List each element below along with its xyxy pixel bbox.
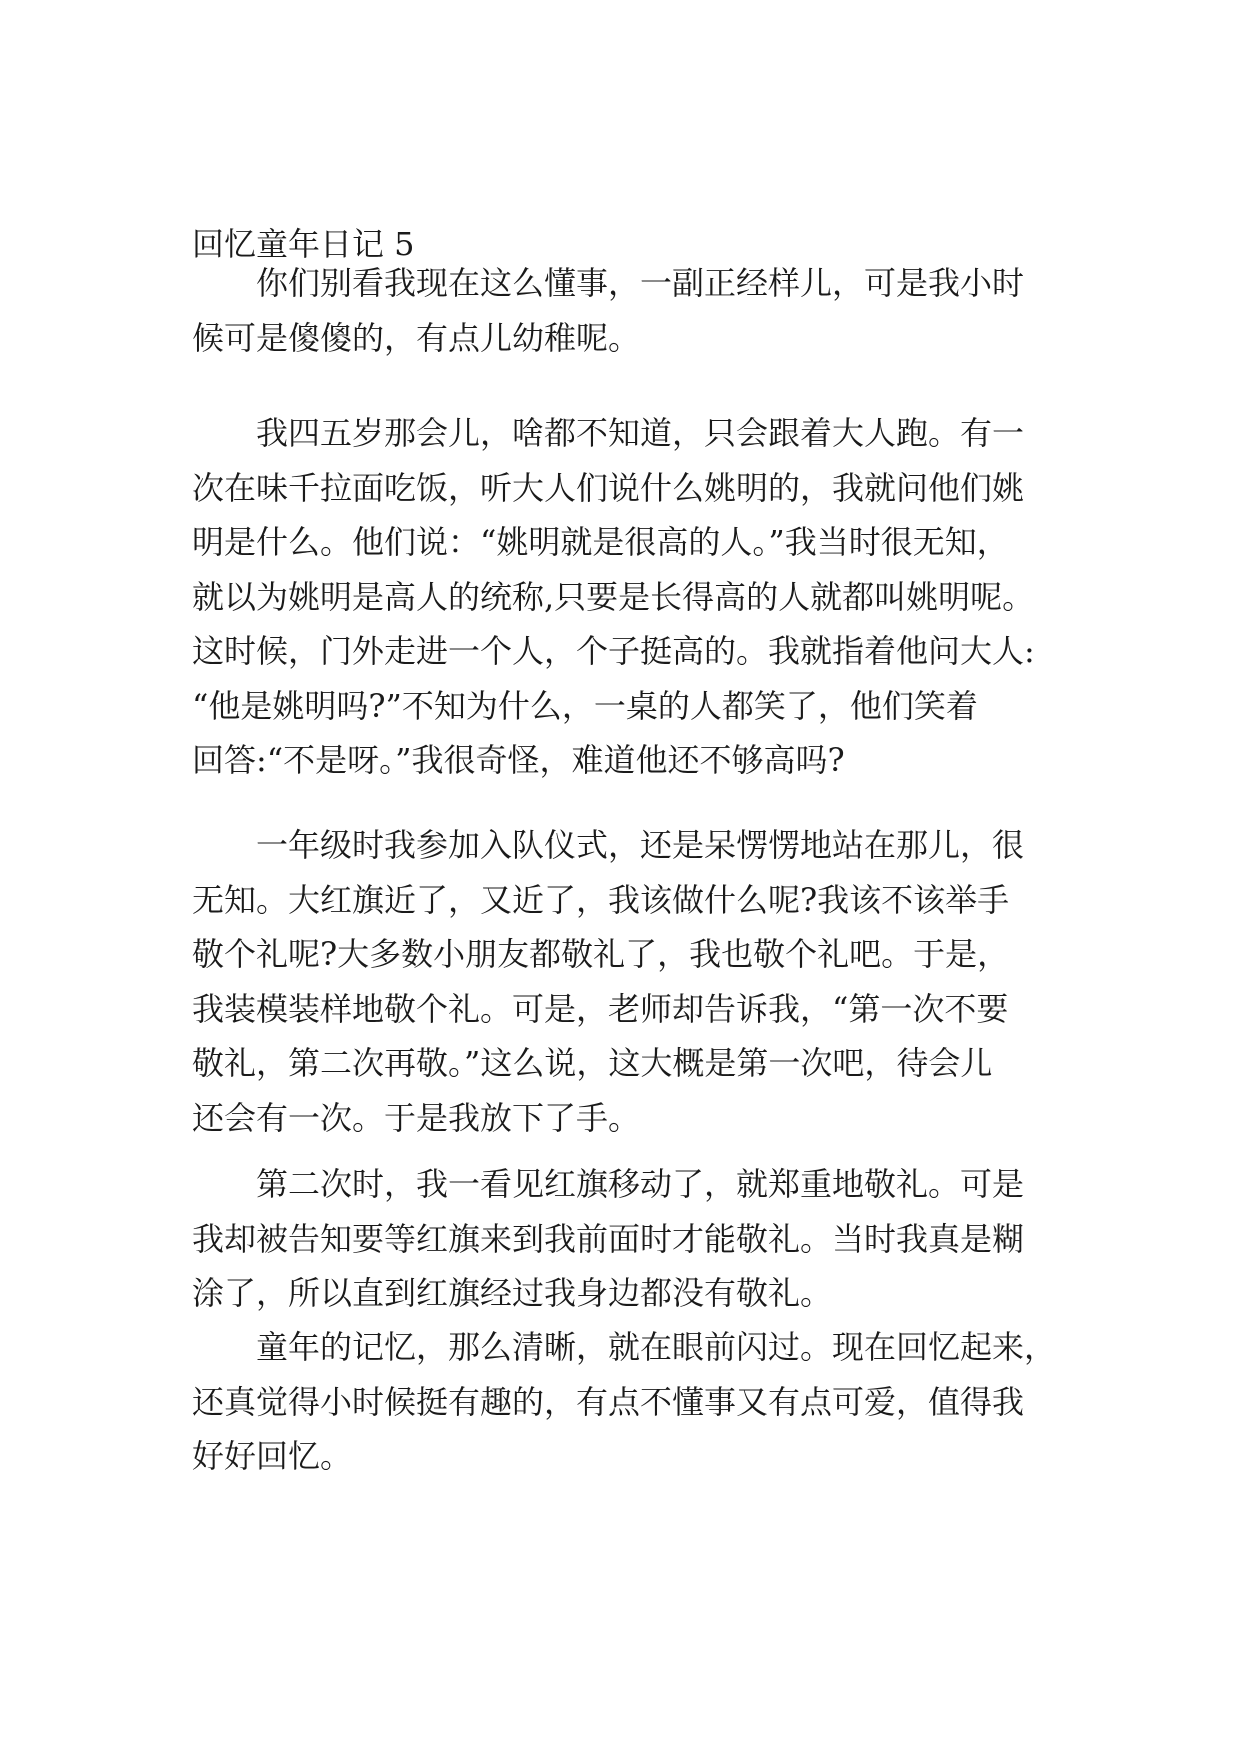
paragraph-line: 还真觉得小时候挺有趣的，有点不懂事又有点可爱，值得我 [192,1382,1025,1421]
paragraph-line: 还会有一次。于是我放下了手。 [192,1098,641,1137]
paragraph-1 [192,256,1054,365]
paragraph-4 [192,1157,1054,1321]
paragraph-line: 回答:“不是呀。”我很奇怪，难道他还不够高吗? [192,741,845,779]
paragraph-line: 次在味千拉面吃饭，听大人们说什么姚明的，我就问他们姚 [192,468,1025,507]
paragraph-line: 涂了，所以直到红旗经过我身边都没有敬礼。 [192,1274,833,1312]
paragraph-line: 无知。大红旗近了，又近了，我该做什么呢?我该不该举手 [192,880,1010,919]
paragraph-3 [192,818,1054,1145]
paragraph-line: 明是什么。他们说：“姚明就是很高的人。”我当时很无知， [192,523,1009,561]
paragraph-line: 我装模装样地敬个礼。可是，老师却告诉我，“第一次不要 [192,989,1009,1028]
paragraph-line: 一年级时我参加入队仪式，还是呆愣愣地站在那儿，很 [256,826,1025,864]
paragraph-line: 敬个礼呢?大多数小朋友都敬礼了，我也敬个礼吧。于是， [192,935,1010,973]
paragraph-line: 你们别看我现在这么懂事，一副正经样儿，可是我小时 [256,264,1025,302]
paragraph-line: 敬礼，第二次再敬。”这么说，这大概是第一次吧，待会儿 [192,1044,993,1082]
paragraph-line: 这时候，门外走进一个人，个子挺高的。我就指着他问大人: [192,632,1035,670]
paragraph-line: 好好回忆。 [192,1437,353,1475]
paragraph-2 [192,406,1054,788]
paragraph-line: 候可是傻傻的，有点儿幼稚呢。 [192,318,641,357]
paragraph-line: “他是姚明吗?”不知为什么，一桌的人都笑了，他们笑着 [192,686,978,725]
paragraph-line: 就以为姚明是高人的统称,只要是长得高的人就都叫姚明呢。 [192,577,1035,616]
paragraph-line: 童年的记忆，那么清晰，就在眼前闪过。现在回忆起来， [256,1328,1057,1366]
paragraph-line: 第二次时，我一看见红旗移动了，就郑重地敬礼。可是 [256,1165,1025,1203]
paragraph-5 [192,1320,1057,1484]
document-title: 回忆童年日记 5 [192,225,415,263]
paragraph-line: 我四五岁那会儿，啥都不知道，只会跟着大人跑。有一 [256,414,1025,452]
paragraph-line: 我却被告知要等红旗来到我前面时才能敬礼。当时我真是糊 [192,1219,1025,1258]
